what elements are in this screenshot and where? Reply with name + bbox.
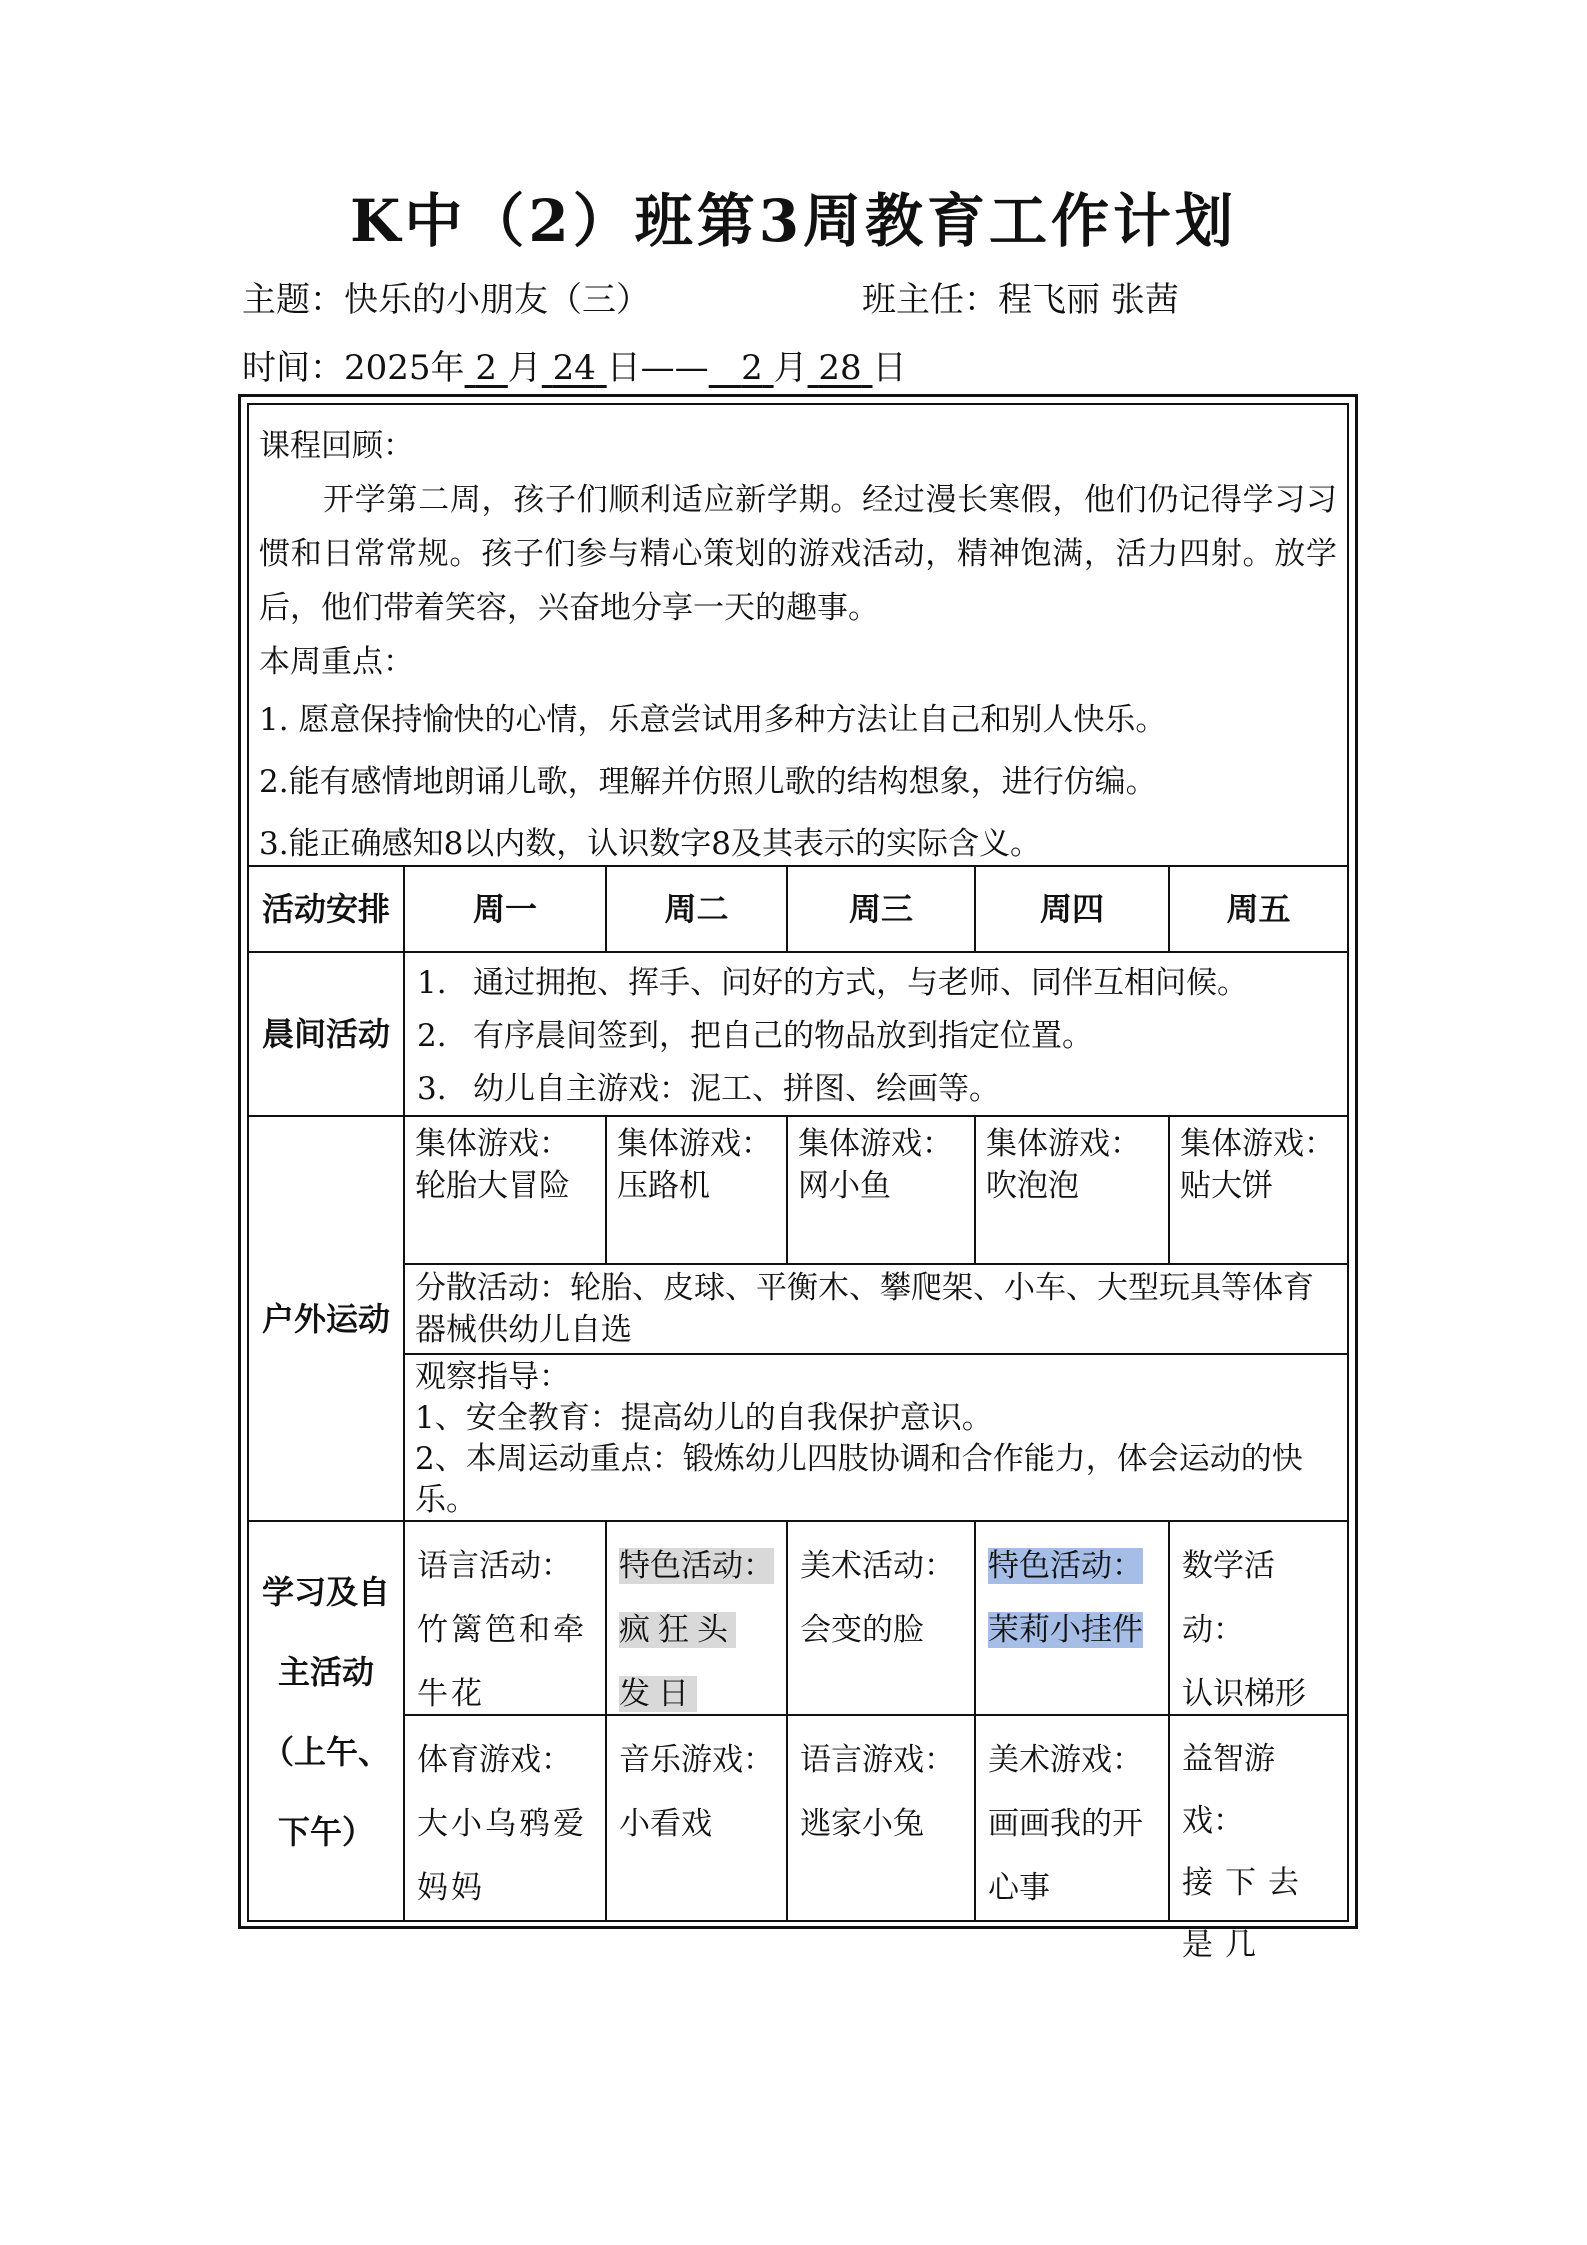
header-wednesday: 周三 [786,865,976,953]
learning-mon-pm: 体育游戏： 大小乌鸦爱妈妈 [403,1714,607,1922]
list-item: 2. 有序晨间签到，把自己的物品放到指定位置。 [417,1018,1093,1054]
morning-label: 晨间活动 [247,951,405,1117]
learning-wed-am: 美术活动： 会变的脸 [786,1520,976,1716]
focus-item: 1. 愿意保持愉快的心情，乐意尝试用多种方法让自己和别人快乐。 [259,702,1167,738]
outdoor-game-tue: 集体游戏： 压路机 [605,1115,788,1265]
learning-wed-pm: 语言游戏： 逃家小兔 [786,1714,976,1922]
date-sep: 日 [872,348,907,388]
learning-mon-am: 语言活动： 竹篱笆和牵牛花 [403,1520,607,1716]
teachers-line: 班主任：程飞丽 张茜 [862,280,1179,320]
header-activity: 活动安排 [247,865,405,953]
date-prefix: 时间：2025年 [242,348,465,388]
theme-line: 主题：快乐的小朋友（三） [242,280,650,320]
page-title: K中（2）班第3周教育工作计划 [349,187,1238,255]
learning-fri-am: 数学活动： 认识梯形 [1168,1520,1349,1716]
outdoor-game-fri: 集体游戏： 贴大饼 [1168,1115,1349,1265]
outdoor-game-thu: 集体游戏： 吹泡泡 [974,1115,1170,1265]
focus-item: 3.能正确感知8以内数，认识数字8及其表示的实际含义。 [259,826,1042,862]
date-day-end: 28 [818,348,862,388]
date-line [242,346,906,390]
learning-label: 学习及自 主活动 （上午、 下午） [247,1520,405,1922]
learning-thu-pm: 美术游戏： 画画我的开心事 [974,1714,1170,1922]
list-item: 3. 幼儿自主游戏：泥工、拼图、绘画等。 [417,1071,1000,1107]
header-thursday: 周四 [974,865,1170,953]
review-heading: 课程回顾： [259,428,414,464]
date-sep: 月 [773,348,808,388]
date-month-start: 2 [475,348,497,388]
outdoor-free-activity: 分散活动：轮胎、皮球、平衡木、攀爬架、小车、大型玩具等体育器械供幼儿自选 [403,1263,1349,1355]
outdoor-game-mon: 集体游戏： 轮胎大冒险 [403,1115,607,1265]
morning-content [403,951,1349,1117]
outdoor-observation: 观察指导： 1、安全教育：提高幼儿的自我保护意识。 2、本周运动重点：锻炼幼儿四肢协调和合作能力，体会运动的快乐。 [403,1353,1349,1522]
learning-fri-pm: 益智游戏： 接下去是几 [1168,1714,1349,1922]
outdoor-game-wed: 集体游戏： 网小鱼 [786,1115,976,1265]
course-review-cell [247,403,1349,867]
list-item: 1. 通过拥抱、挥手、问好的方式，与老师、同伴互相问候。 [417,965,1248,1001]
plan-table [238,394,1358,1963]
focus-heading: 本周重点： [259,644,414,680]
date-sep: 日—— [606,348,709,388]
header-friday: 周五 [1168,865,1349,953]
date-day-start: 24 [552,348,596,388]
learning-tue-am: 特色活动： 疯狂头发日 [605,1520,788,1716]
outdoor-label: 户外运动 [247,1115,405,1522]
header-monday: 周一 [403,865,607,953]
learning-tue-pm: 音乐游戏： 小看戏 [605,1714,788,1922]
date-sep: 月 [507,348,542,388]
review-body: 开学第二周，孩子们顺利适应新学期。经过漫长寒假，他们仍记得学习习惯和日常常规。孩子们参与精心策划的游戏活动，精神饱满，活力四射。放学后，他们带着笑容，兴奋地分享一天的趣事。 [259,482,1337,626]
header-tuesday: 周二 [605,865,788,953]
learning-thu-am: 特色活动： 茉莉小挂件 [974,1520,1170,1716]
focus-item: 2.能有感情地朗诵儿歌，理解并仿照儿歌的结构想象，进行仿编。 [259,764,1157,800]
date-month-end: 2 [741,348,763,388]
